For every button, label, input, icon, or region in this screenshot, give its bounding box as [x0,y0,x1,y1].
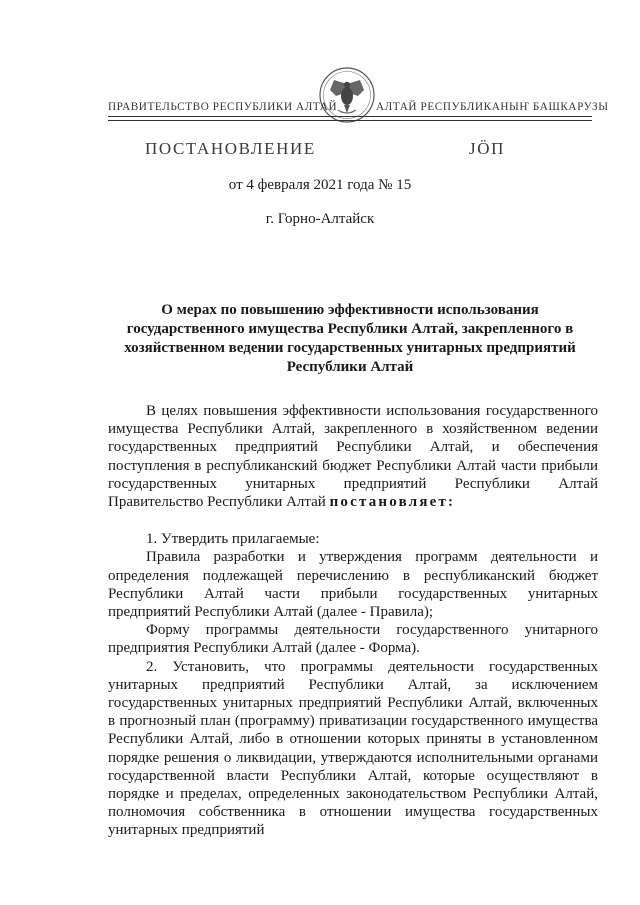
resolves-text: постановляет: [329,494,456,511]
header-rule [108,116,592,117]
document-heading: О мерах по повышению эффективности использования государственного имущества Республики Алтай, закрепленного в хозяйственном ведении государственных унитарных предприятий Республики Алтай [124,302,576,375]
intro-paragraph [108,402,598,511]
item-1: 1. Утвердить прилагаемые: [146,531,320,548]
intro-text: В целях повышения эффективности использования государственного имущества Республики Алтай, закрепленного в хозяйственном ведении государственных предприятий Республики Алтай, и обеспечения поступления в республиканский бюджет Республики Алтай части прибыли государственных унитарных предприятий Республики Алтай Правительство Республики Алтай [108,403,598,511]
government-name-ru: ПРАВИТЕЛЬСТВО РЕСПУБЛИКИ АЛТАЙ [108,101,338,113]
item-1-a: Правила разработки и утверждения программ деятельности и определения подлежащей перечислению в республиканский бюджет Республики Алтай части прибыли государственных унитарных предприятий Республики Алтай (далее - Правила); [108,549,598,621]
doc-type-ru: ПОСТАНОВЛЕНИЕ [145,139,316,158]
document-city: г. Горно-Алтайск [265,211,375,227]
header-rule-thin [108,120,592,121]
document-body [108,402,598,840]
document-date: от 4 февраля 2021 года № 15 [228,177,412,193]
doc-type-altai: ЈӦП [469,139,505,158]
government-name-altai: АЛТАЙ РЕСПУБЛИКАНЫҤ БАШКАРУЗЫ [376,101,609,113]
item-2: 2. Установить, что программы деятельности государственных унитарных предприятий Республики Алтай, за исключением государственных унитарных предприятий Республики Алтай, включенных в прогнозный план (программу) приватизации государственного имущества Республики Алтай, либо в отношении которых приняты в установленном порядке решения о ликвидации, утверждаются исполнительными органами государственной власти Республики Алтай, которые осуществляют в порядке и пределах, определенных законодательством Республики Алтай, полномочия собственника в отношении имущества государственных унитарных предприятий [108,658,598,839]
item-1-b: Форму программы деятельности государственного унитарного предприятия Республики Алтай (далее - Форма). [108,622,598,657]
